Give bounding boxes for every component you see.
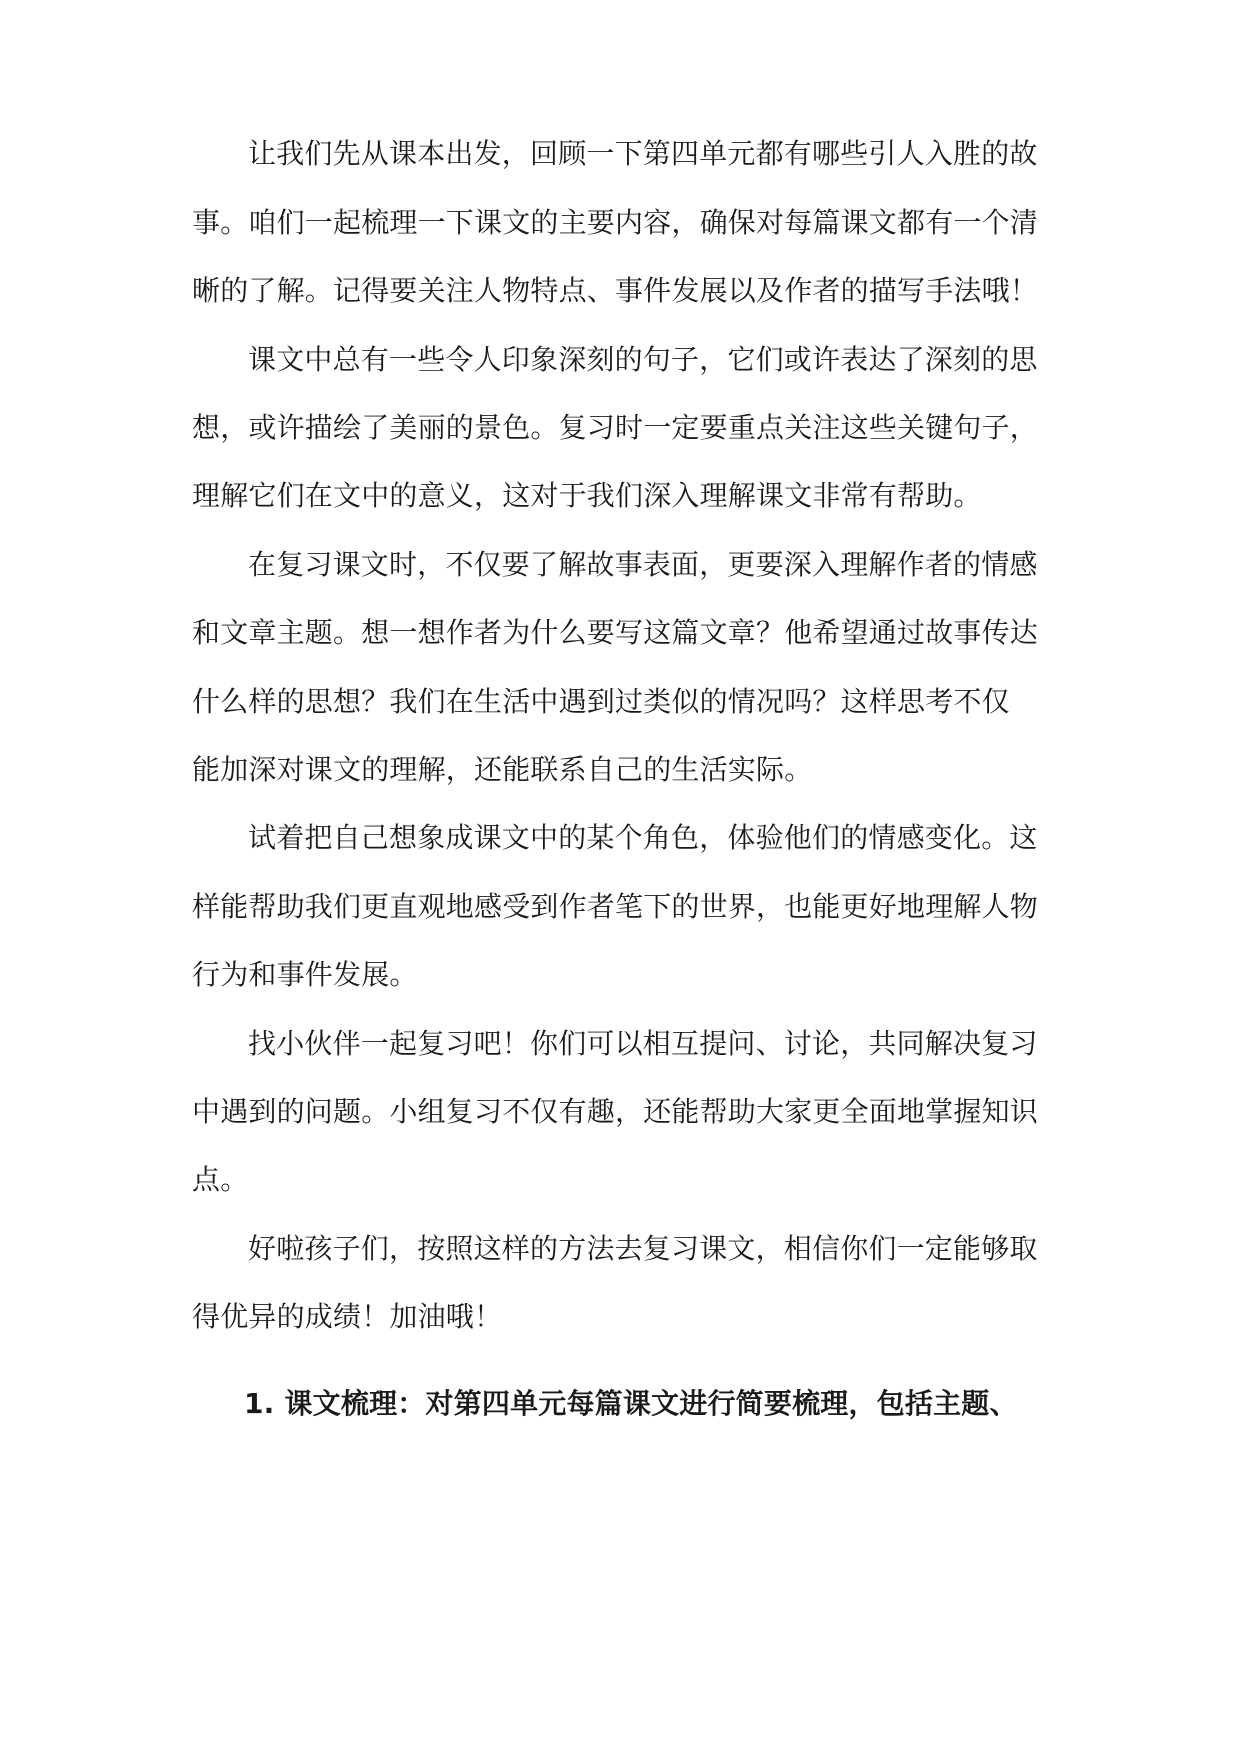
paragraph-5-line-2: 中遇到的问题。小组复习不仅有趣，还能帮助大家更全面地掌握知识 <box>192 1095 1039 1128</box>
paragraph-2-line-2: 想，或许描绘了美丽的景色。复习时一定要重点关注这些关键句子， <box>192 411 1039 444</box>
paragraph-3-line-1: 在复习课文时，不仅要了解故事表面，更要深入理解作者的情感 <box>248 548 1038 581</box>
paragraph-4-line-3: 行为和事件发展。 <box>192 958 418 991</box>
paragraph-5-line-1: 找小伙伴一起复习吧！你们可以相互提问、讨论，共同解决复习 <box>248 1027 1038 1060</box>
paragraph-4-line-1: 试着把自己想象成课文中的某个角色，体验他们的情感变化。这 <box>248 821 1038 854</box>
paragraph-2-line-3: 理解它们在文中的意义，这对于我们深入理解课文非常有帮助。 <box>192 479 982 512</box>
paragraph-3-line-2: 和文章主题。想一想作者为什么要写这篇文章？他希望通过故事传达 <box>192 616 1039 649</box>
paragraph-1-line-2: 事。咱们一起梳理一下课文的主要内容，确保对每篇课文都有一个清 <box>192 206 1039 239</box>
paragraph-6-line-2: 得优异的成绩！加油哦！ <box>192 1300 503 1333</box>
paragraph-1-line-1: 让我们先从课本出发，回顾一下第四单元都有哪些引人入胜的故 <box>248 137 1038 170</box>
paragraph-4-line-2: 样能帮助我们更直观地感受到作者笔下的世界，也能更好地理解人物 <box>192 890 1039 923</box>
list-item-1-heading: 1. 课文梳理：对第四单元每篇课文进行简要梳理，包括主题、 <box>244 1387 1018 1420</box>
paragraph-1-line-3: 晰的了解。记得要关注人物特点、事件发展以及作者的描写手法哦！ <box>192 274 1039 307</box>
paragraph-3-line-3: 什么样的思想？我们在生活中遇到过类似的情况吗？这样思考不仅 <box>192 685 1010 718</box>
paragraph-3-line-4: 能加深对课文的理解，还能联系自己的生活实际。 <box>192 753 813 786</box>
paragraph-5-line-3: 点。 <box>192 1163 249 1196</box>
paragraph-6-line-1: 好啦孩子们，按照这样的方法去复习课文，相信你们一定能够取 <box>248 1232 1038 1265</box>
paragraph-2-line-1: 课文中总有一些令人印象深刻的句子，它们或许表达了深刻的思 <box>248 343 1038 376</box>
